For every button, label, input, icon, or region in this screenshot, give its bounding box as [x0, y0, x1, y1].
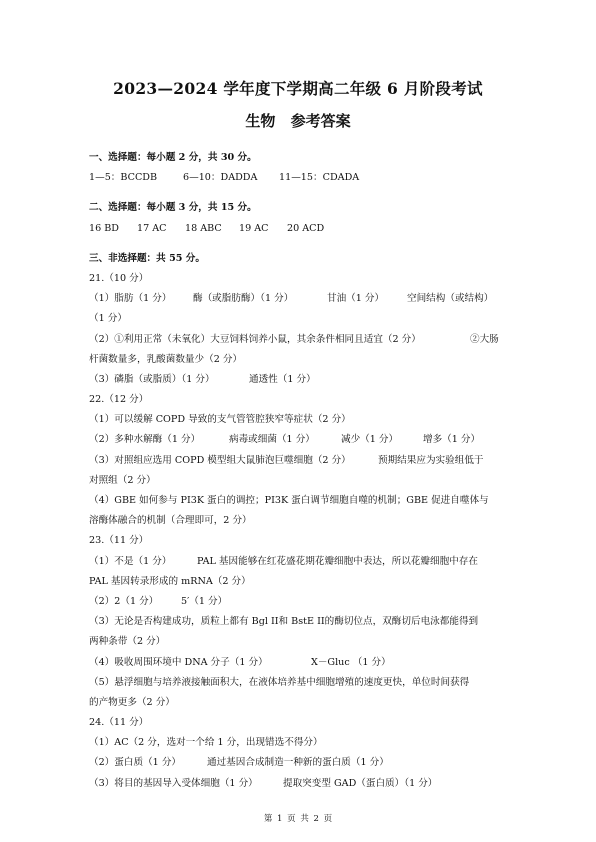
answer-line — [89, 430, 519, 450]
question-label: 24.（11 分） — [89, 717, 149, 729]
section-heading: 一、选择题：每小题 2 分，共 30 分。 — [89, 152, 257, 163]
answer-line: 对照组（2 分） — [89, 474, 156, 486]
answer-part: 通过基因合成制造一种新的蛋白质（1 分） — [207, 757, 389, 769]
answer-line — [89, 774, 519, 794]
answer-part: 甘油（1 分） — [327, 293, 385, 305]
answer-line — [89, 552, 519, 572]
answer-part: 提取突变型 GAD（蛋白质）（1 分） — [283, 777, 438, 789]
answer-line: （1）可以缓解 COPD 导致的支气管管腔狭窄等症状（2 分） — [89, 414, 351, 426]
answer-part: 空间结构（或结构） — [407, 293, 494, 305]
answer-line — [89, 289, 519, 309]
question-label: 23.（11 分） — [89, 535, 149, 547]
answer-line: 的产物更多（2 分） — [89, 696, 175, 708]
answer-line — [89, 592, 519, 612]
answer-part: （2）蛋白质（1 分） — [89, 757, 182, 769]
answer-row — [89, 168, 519, 188]
answer-line: （5）悬浮细胞与培养液接触面积大，在液体培养基中细胞增殖的速度更快，单位时间获得 — [89, 676, 470, 688]
answer-line: （1 分） — [89, 313, 127, 325]
answer-part: 预期结果应为实验组低于 — [378, 454, 484, 466]
answer-item: 18 ABC — [185, 222, 222, 234]
answer-item: 17 AC — [137, 222, 167, 234]
answer-part: （2）①利用正常（未氧化）大豆饲料饲养小鼠，其余条件相同且适宜（2 分） — [89, 333, 421, 345]
answer-line: （4）GBE 如何参与 PI3K 蛋白的调控；PI3K 蛋白调节细胞自噬的机制；GBE 促进自噬体与 — [89, 495, 489, 506]
answer-part: （1）不是（1 分） — [89, 555, 172, 567]
answer-line: 两种条带（2 分） — [89, 636, 166, 648]
answer-item: 19 AC — [239, 222, 269, 234]
answer-line — [89, 653, 519, 673]
answer-part: X－Gluc （1 分） — [311, 656, 391, 668]
answer-line: 杆菌数量多，乳酸菌数量少（2 分） — [89, 353, 243, 365]
page-title: 2023—2024 学年度下学期高二年级 6 月阶段考试 — [113, 79, 483, 98]
question-label: 21.（10 分） — [89, 272, 149, 284]
answer-part: 酶（或脂肪酶）（1 分） — [193, 293, 294, 305]
answer-part: 增多（1 分） — [423, 434, 481, 446]
page-subtitle: 生物 参考答案 — [245, 112, 351, 130]
answer-part: 减少（1 分） — [341, 434, 399, 446]
answer-item: 11—15：CDADA — [279, 172, 360, 184]
answer-part: （2）2（1 分） — [89, 595, 159, 607]
answer-part: 病毒或细菌（1 分） — [229, 434, 315, 446]
page-footer: 第 1 页 共 2 页 — [263, 814, 333, 824]
question-label: 22.（12 分） — [89, 394, 149, 406]
answer-line: （3）无论是否构建成功，质粒上都有 Bgl II和 BstE II的酶切位点，双酶切后电泳都能得到 — [89, 616, 479, 628]
answer-item: 20 ACD — [287, 222, 325, 234]
answer-part: （3）对照组应选用 COPD 模型组大鼠肺泡巨噬细胞（2 分） — [89, 454, 351, 466]
answer-line — [89, 330, 519, 350]
answer-part: 5′（1 分） — [181, 595, 228, 607]
answer-part: （3）磷脂（或脂质）（1 分） — [89, 373, 215, 385]
answer-line — [89, 370, 519, 390]
answer-item: 6—10：DADDA — [183, 172, 258, 184]
answer-line — [89, 753, 519, 773]
answer-part: ②大肠 — [470, 333, 499, 345]
answer-part: 通透性（1 分） — [249, 373, 316, 385]
section-heading: 三、非选择题：共 55 分。 — [89, 252, 205, 264]
answer-line: PAL 基因转录形成的 mRNA（2 分） — [89, 575, 251, 587]
answer-part: （3）将目的基因导入受体细胞（1 分） — [89, 777, 258, 789]
answer-body — [89, 148, 519, 794]
answer-line: （1）AC（2 分，选对一个给 1 分，出现错选不得分） — [89, 737, 323, 749]
answer-line — [89, 451, 519, 471]
answer-row — [89, 219, 519, 239]
answer-item: 1—5：BCCDB — [89, 172, 158, 184]
answer-line: 溶酶体融合的机制（合理即可，2 分） — [89, 515, 252, 527]
answer-part: PAL 基因能够在红花盛花期花瓣细胞中表达，所以花瓣细胞中存在 — [197, 555, 478, 567]
section-heading: 二、选择题：每小题 3 分，共 15 分。 — [89, 202, 257, 214]
answer-item: 16 BD — [89, 222, 119, 234]
answer-part: （2）多种水解酶（1 分） — [89, 434, 201, 446]
answer-part: （4）吸收周围环境中 DNA 分子（1 分） — [89, 656, 268, 668]
answer-part: （1）脂肪（1 分） — [89, 293, 172, 305]
